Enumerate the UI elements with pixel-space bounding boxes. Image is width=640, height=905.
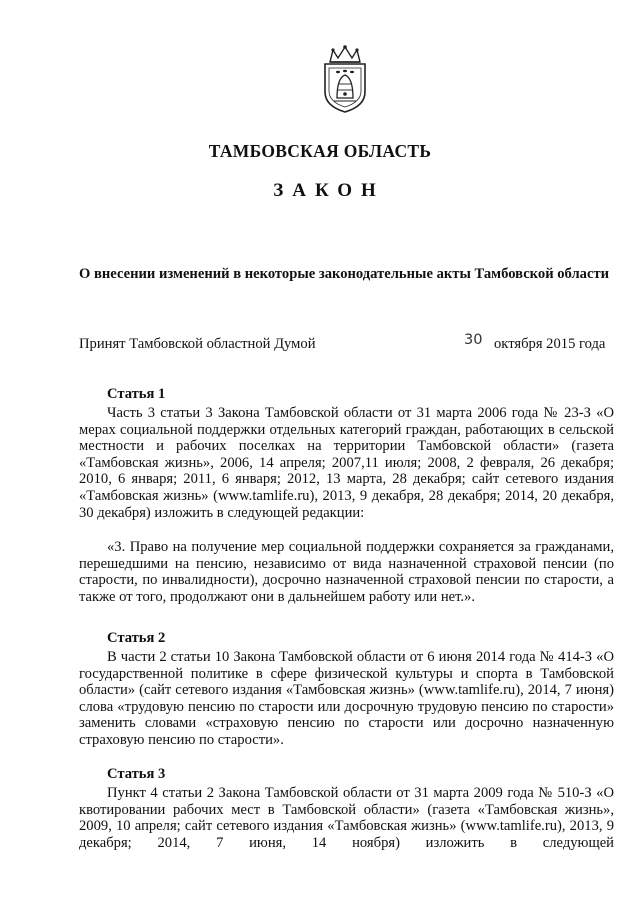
article-3-paragraph-1: Пункт 4 статьи 2 Закона Тамбовской области от 31 марта 2009 года № 510-З «О квотировании рабочих мест в Тамбовской области» (газета «Тамбовская жизнь», 2009, 10 апреля; сайт сетевого издания «Тамбовская жизнь» (www.tamlife.ru), 2013, 9 декабря; 2014, 7 июня, 14 ноября) изложить в следующей [79, 785, 614, 851]
region-title: ТАМБОВСКАЯ ОБЛАСТЬ [208, 141, 432, 161]
article-1-title: Статья 1 [107, 386, 166, 402]
adoption-day-handwritten: 30 [464, 331, 483, 348]
article-2-paragraph-1: В части 2 статьи 10 Закона Тамбовской области от 6 июня 2014 года № 414-З «О государственной политике в сфере физической культуры и спорта в Тамбовской области» (сайт сетевого издания «Тамбовская жизнь» (www.tamlife.ru), 2014, 7 июня) слова «трудовую пенсию по старости или досрочную трудовую пенсию по старости» заменить словами «страховую пенсию по старости или досрочно назначенную страховую пенсию по старости». [79, 649, 614, 748]
tambov-coat-of-arms-icon [316, 44, 374, 114]
article-1-paragraph-2: «3. Право на получение мер социальной поддержки сохраняется за гражданами, перешедшими на пенсию, независимо от вида назначенной страховой пенсии (по старости, по инвалидности), досрочно назначенной страховой пенсии по старости, а также от того, продолжают они в дальнейшем работу или нет.». [79, 539, 614, 605]
article-2-title: Статья 2 [107, 630, 166, 646]
adoption-date: октября 2015 года [494, 336, 606, 352]
article-3-title: Статья 3 [107, 766, 166, 782]
adoption-label: Принят Тамбовской областной Думой [79, 336, 316, 352]
article-1-paragraph-1: Часть 3 статьи 3 Закона Тамбовской области от 31 марта 2006 года № 23-З «О мерах социальной поддержки отдельных категорий граждан, работающих в сельской местности и рабочих поселках на территории Тамбовской области» (газета «Тамбовская жизнь», 2006, 14 апреля; 2007,11 июля; 2008, 2 февраля, 26 декабря; 2010, 6 января; 2011, 6 января; 2012, 13 марта, 28 декабря; сайт сетевого издания «Тамбовская жизнь» (www.tamlife.ru), 2013, 9 декабря, 28 декабря; 2014, 20 декабря, 30 декабря) изложить в следующей редакции: [79, 405, 614, 521]
law-subject-heading: О внесении изменений в некоторые законодательные акты Тамбовской области [79, 266, 610, 282]
document-type-title: ЗАКОН [273, 180, 385, 201]
